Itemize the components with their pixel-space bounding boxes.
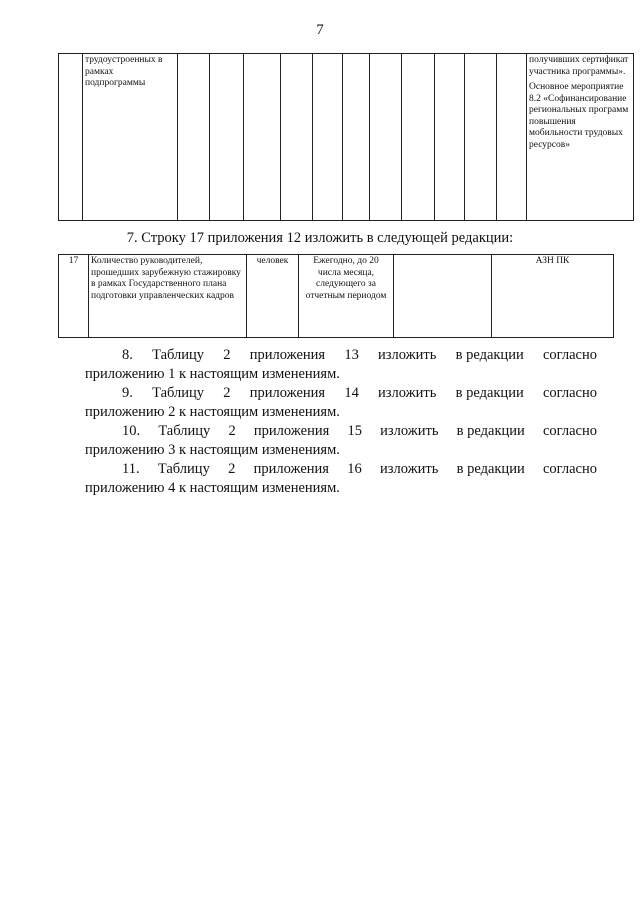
- table-cell: [244, 54, 281, 221]
- table-cell: [402, 54, 435, 221]
- table-row: [59, 54, 634, 221]
- paragraph-line: приложению 1 к настоящим изменениям.: [85, 366, 340, 382]
- table-cell: [178, 54, 210, 221]
- row-17-table: [58, 254, 614, 338]
- continuation-table: [58, 53, 634, 221]
- indicator-cell: Количество руководителей, прошедших зарубежную стажировку в рамках Государственного плана подготовки управленческих кадров: [89, 255, 247, 338]
- responsible-cell: АЗН ПК: [492, 255, 614, 338]
- empty-cell: [394, 255, 492, 338]
- paragraph-line: приложению 2 к настоящим изменениям.: [85, 404, 340, 420]
- table-cell: [59, 54, 83, 221]
- item-7-text: 7. Строку 17 приложения 12 изложить в следующей редакции:: [126, 230, 514, 246]
- paragraph-8: 8. Таблицу 2 приложения 13 изложить в редакции согласно приложению 1 к настоящим изменениям.: [85, 347, 597, 382]
- paragraph-9: 9. Таблицу 2 приложения 14 изложить в редакции согласно приложению 2 к настоящим изменениям.: [85, 385, 597, 420]
- table-cell: [281, 54, 313, 221]
- measure-text: Основное мероприятие 8.2 «Софинансирование региональных программ повышения мобильности трудовых ресурсов»: [529, 82, 629, 150]
- table-cell: [465, 54, 497, 221]
- deadline-cell: Ежегодно, до 20 числа месяца, следующего за отчетным периодом: [299, 255, 394, 338]
- paragraph-line: приложению 3 к настоящим изменениям.: [85, 442, 340, 458]
- row-number: 17: [59, 255, 89, 338]
- unit-cell: человек: [247, 255, 299, 338]
- table-cell: [370, 54, 402, 221]
- table-cell: [313, 54, 343, 221]
- table-cell: [435, 54, 465, 221]
- table-cell-indicator: трудоустроенных в рамках подпрограммы: [83, 54, 178, 221]
- measure-text: получивших сертификат участника программы».: [529, 55, 629, 77]
- table-cell: [343, 54, 370, 221]
- table-row: [59, 255, 614, 338]
- paragraph-line: приложению 4 к настоящим изменениям.: [85, 480, 340, 496]
- table-cell: [210, 54, 244, 221]
- paragraph-11: 11. Таблицу 2 приложения 16 изложить в редакции согласно приложению 4 к настоящим изменениям.: [85, 461, 597, 496]
- page-number: 7: [316, 22, 324, 38]
- table-cell-measures: [527, 54, 634, 221]
- table-cell: [497, 54, 527, 221]
- paragraph-10: 10. Таблицу 2 приложения 15 изложить в редакции согласно приложению 3 к настоящим изменениям.: [85, 423, 597, 458]
